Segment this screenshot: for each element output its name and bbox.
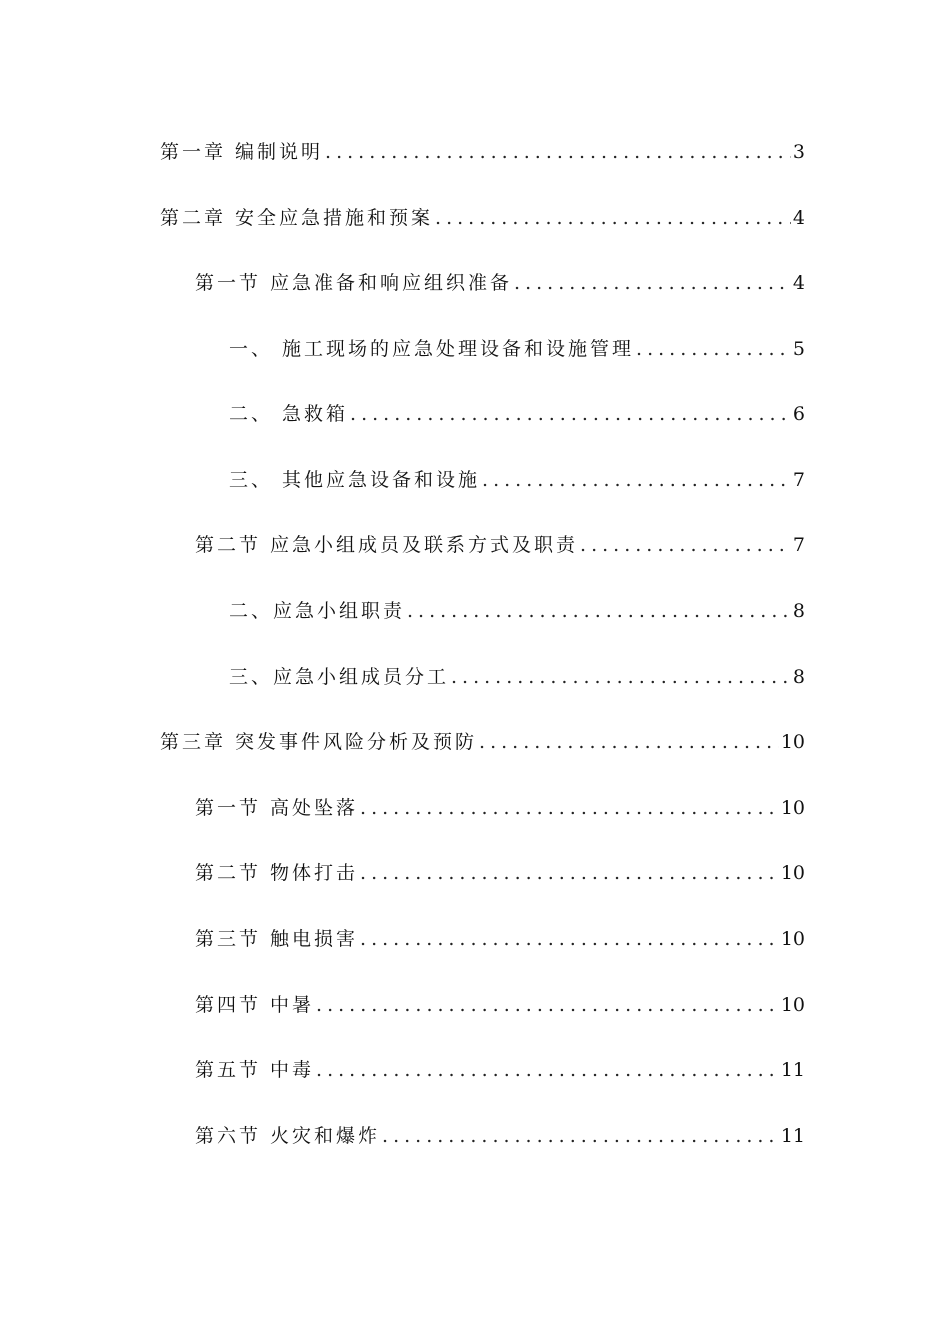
toc-entry-chapter-3[interactable]: [160, 727, 805, 757]
toc-entry-chapter-2-section-1-item-2[interactable]: [229, 399, 805, 429]
toc-entry-page-number: 6: [792, 403, 805, 425]
toc-entry-chapter-3-section-4[interactable]: [195, 990, 805, 1020]
toc-entry-title: 三、 其他应急设备和设施: [229, 469, 481, 491]
toc-entry-page-number: 7: [792, 469, 805, 491]
toc-entry-page-number: 4: [792, 207, 805, 229]
toc-dot-leader: [380, 1121, 779, 1151]
toc-entry-title: 二、应急小组职责: [229, 600, 406, 622]
toc-entry-page-number: 10: [780, 731, 805, 753]
toc-entry-chapter-3-section-6[interactable]: [195, 1121, 805, 1151]
toc-dot-leader: [433, 203, 791, 233]
toc-entry-page-number: 8: [792, 666, 805, 688]
toc-dot-leader: [449, 662, 791, 692]
toc-entry-chapter-2-section-1-item-3[interactable]: [229, 465, 805, 495]
toc-entry-chapter-3-section-1[interactable]: [195, 793, 805, 823]
toc-entry-page-number: 10: [780, 928, 805, 950]
toc-entry-title: 三、应急小组成员分工: [229, 666, 450, 688]
toc-entry-title: 二、 急救箱: [229, 403, 349, 425]
toc-entry-title: 第四节 中暑: [195, 994, 315, 1016]
toc-entry-page-number: 10: [780, 994, 805, 1016]
toc-entry-chapter-2-section-2-item-3[interactable]: [229, 662, 805, 692]
toc-entry-title: 第五节 中毒: [195, 1059, 315, 1081]
toc-dot-leader: [477, 727, 779, 757]
toc-entry-page-number: 3: [792, 141, 805, 163]
toc-dot-leader: [578, 530, 791, 560]
toc-entry-page-number: 8: [792, 600, 805, 622]
toc-entry-chapter-2-section-2[interactable]: [195, 530, 805, 560]
toc-dot-leader: [480, 465, 791, 495]
toc-entry-title: 第二章 安全应急措施和预案: [160, 207, 434, 229]
toc-dot-leader: [323, 137, 791, 167]
toc-entry-page-number: 10: [780, 862, 805, 884]
toc-entry-page-number: 4: [792, 272, 805, 294]
toc-entry-title: 第一节 应急准备和响应组织准备: [195, 272, 513, 294]
toc-dot-leader: [314, 1055, 779, 1085]
toc-entry-title: 第六节 火灾和爆炸: [195, 1125, 381, 1147]
toc-dot-leader: [512, 268, 791, 298]
toc-entry-title: 第三节 触电损害: [195, 928, 359, 950]
toc-dot-leader: [358, 793, 779, 823]
toc-entry-page-number: 7: [792, 534, 805, 556]
toc-entry-chapter-2-section-1-item-1[interactable]: [229, 334, 805, 364]
toc-dot-leader: [358, 924, 779, 954]
toc-entry-page-number: 11: [780, 1059, 805, 1081]
toc-entry-title: 第二节 应急小组成员及联系方式及职责: [195, 534, 579, 556]
toc-dot-leader: [348, 399, 791, 429]
toc-entry-title: 第一节 高处坠落: [195, 797, 359, 819]
toc-dot-leader: [358, 858, 779, 888]
toc-entry-chapter-3-section-3[interactable]: [195, 924, 805, 954]
toc-entry-page-number: 11: [780, 1125, 805, 1147]
toc-entry-title: 第三章 突发事件风险分析及预防: [160, 731, 478, 753]
toc-entry-chapter-2-section-1[interactable]: [195, 268, 805, 298]
toc-entry-page-number: 5: [792, 338, 805, 360]
toc-entry-chapter-1[interactable]: [160, 137, 805, 167]
toc-entry-chapter-3-section-2[interactable]: [195, 858, 805, 888]
toc-entry-title: 第二节 物体打击: [195, 862, 359, 884]
toc-entry-title: 一、 施工现场的应急处理设备和设施管理: [229, 338, 635, 360]
toc-dot-leader: [314, 990, 779, 1020]
toc-entry-title: 第一章 编制说明: [160, 141, 324, 163]
toc-entry-chapter-2[interactable]: [160, 203, 805, 233]
toc-entry-chapter-2-section-2-item-2[interactable]: [229, 596, 805, 626]
toc-dot-leader: [634, 334, 791, 364]
toc-entry-page-number: 10: [780, 797, 805, 819]
toc-dot-leader: [405, 596, 791, 626]
toc-entry-chapter-3-section-5[interactable]: [195, 1055, 805, 1085]
